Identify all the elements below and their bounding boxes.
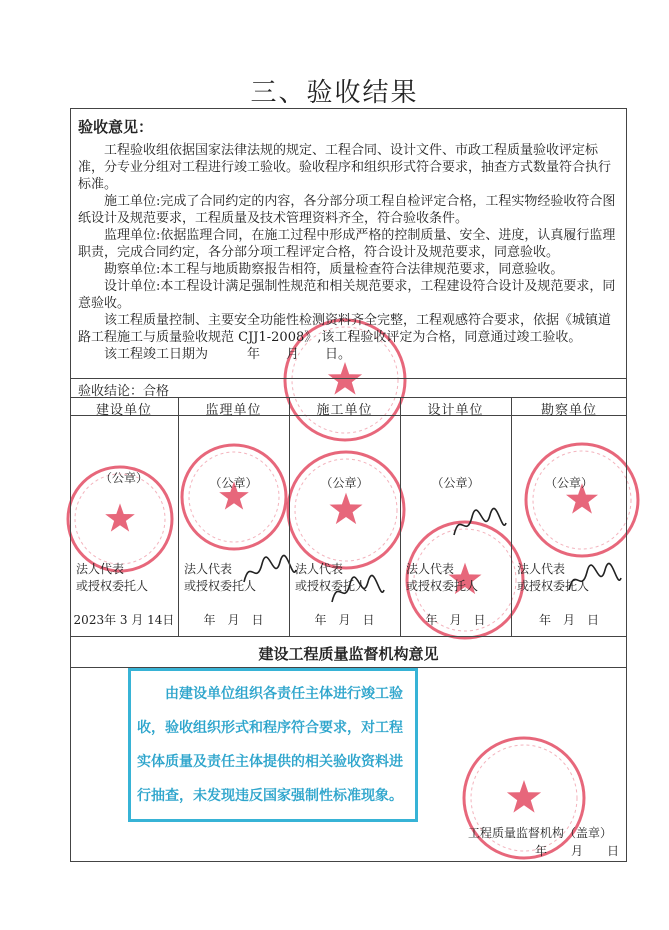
divider xyxy=(289,397,290,636)
rep-label: 或授权委托人 xyxy=(517,579,590,593)
rep-label: 法人代表 xyxy=(517,562,566,576)
supervision-stamp-text: 由建设单位组织各责任主体进行竣工验收，验收组织形式和程序符合要求，对工程实体质量及责任主体提供的相关验收资料进行抽查，未发现违反国家强制性标准现象。 xyxy=(128,668,418,822)
opinion-paragraph: 勘察单位:本工程与地质勘察报告相符，质量检查符合法律规范要求，同意验收。 xyxy=(104,262,564,277)
conclusion: 验收结论：合格 xyxy=(78,384,170,399)
divider xyxy=(70,636,627,637)
sign-date: 年 月 日 xyxy=(203,613,264,627)
sign-date: 年 月 日 xyxy=(538,613,599,627)
opinion-paragraph: 该工程质量控制、主要安全功能性检测资料齐全完整，工程观感符合要求，依据《城镇道路工程施工与质量验收规范 CJJ1-2008》,该工程验收评定为合格，同意通过竣工验收。 xyxy=(78,313,612,345)
rep-label: 法人代表 xyxy=(184,562,233,576)
supervision-org-label: 工程质量监督机构（盖章） xyxy=(468,826,613,840)
supervision-heading: 建设工程质量监督机构意见 xyxy=(258,645,439,663)
divider xyxy=(511,397,512,636)
rep-label: 或授权委托人 xyxy=(406,579,479,593)
seal-label: （公章） xyxy=(320,476,369,490)
seal-label: （公章） xyxy=(99,471,148,485)
unit-name: 监理单位 xyxy=(205,403,262,418)
divider xyxy=(70,378,627,379)
sign-date: 年 月 日 xyxy=(425,613,486,627)
sign-date: 2023年 3 月 14日 xyxy=(73,613,175,627)
opinion-paragraph: 设计单位:本工程设计满足强制性规范和相关规范要求，工程建设符合设计及规范要求，同意验收。 xyxy=(78,279,616,311)
opinion-body xyxy=(78,142,618,363)
opinion-paragraph: 监理单位:依据监理合同，在施工过程中形成严格的控制质量、安全、进度，认真履行监理职责，完成合同约定，各分部分项工程评定合格，符合设计及规范要求，同意验收。 xyxy=(78,228,616,260)
seal-label: （公章） xyxy=(209,476,258,490)
unit-name: 设计单位 xyxy=(427,403,484,418)
rep-label: 法人代表 xyxy=(76,562,125,576)
unit-name: 勘察单位 xyxy=(540,403,597,418)
divider xyxy=(400,397,401,636)
page-title: 三、验收结果 xyxy=(250,78,419,108)
seal-label: （公章） xyxy=(544,476,593,490)
opinion-paragraph: 该工程竣工日期为 年 月 日。 xyxy=(104,347,352,362)
rep-label: 或授权委托人 xyxy=(295,579,368,593)
opinion-paragraph: 施工单位:完成了合同约定的内容，各分部分项工程自检评定合格，工程实物经验收符合图纸设计及规范要求，工程质量及技术管理资料齐全，符合验收条件。 xyxy=(78,194,616,226)
rep-label: 或授权委托人 xyxy=(184,579,257,593)
rep-label: 或授权委托人 xyxy=(76,579,149,593)
opinion-heading: 验收意见： xyxy=(78,118,154,136)
rep-label: 法人代表 xyxy=(406,562,455,576)
unit-name: 施工单位 xyxy=(316,403,373,418)
divider xyxy=(178,397,179,636)
rep-label: 法人代表 xyxy=(295,562,344,576)
unit-name: 建设单位 xyxy=(95,403,152,418)
sign-date: 年 月 日 xyxy=(314,613,375,627)
supervision-date: 年 月 日 xyxy=(535,844,620,858)
opinion-paragraph: 工程验收组依据国家法律法规的规定、工程合同、设计文件、市政工程质量验收评定标准，分专业分组对工程进行竣工验收。验收程序和组织形式符合要求，抽查方式数量符合执行标准。 xyxy=(78,143,612,192)
seal-label: （公章） xyxy=(431,476,480,490)
